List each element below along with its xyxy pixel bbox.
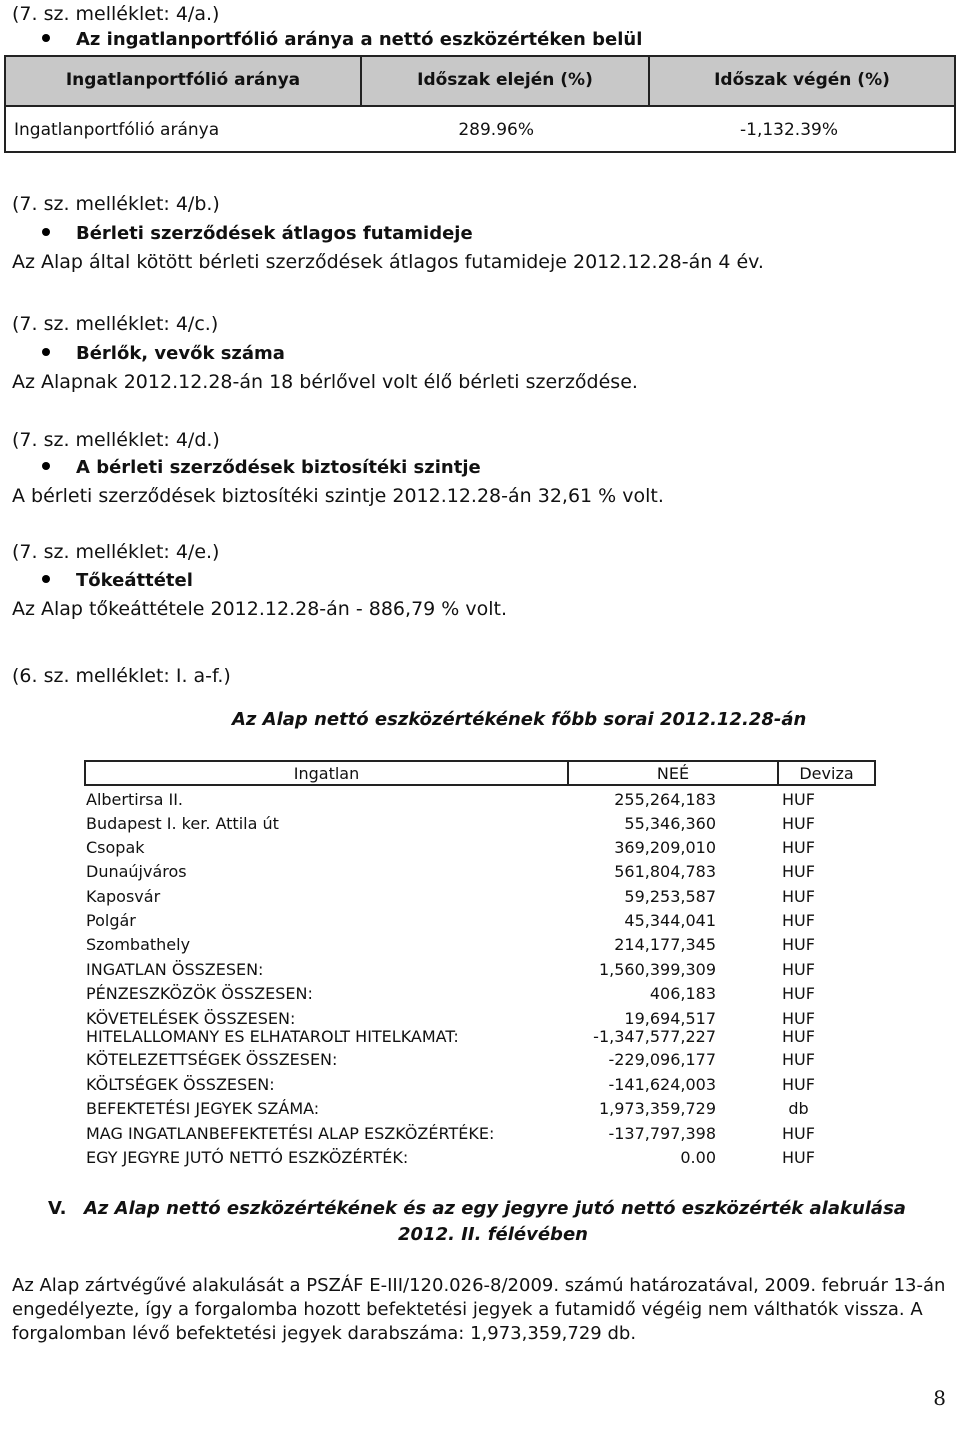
row-currency: HUF <box>782 862 815 881</box>
row-name: MAG INGATLANBEFEKTETÉSI ALAP ESZKÖZÉRTÉKE: <box>86 1124 495 1143</box>
section-v-subtitle: 2012. II. félévében <box>398 1224 588 1245</box>
table-row <box>86 1050 876 1074</box>
bullet-4d-text: A bérleti szerződések biztosítéki szintje <box>76 457 481 478</box>
row-currency: HUF <box>782 911 815 930</box>
row-name: KÖLTSÉGEK ÖSSZESEN: <box>86 1075 275 1094</box>
table-row <box>86 1124 876 1148</box>
ref-6: (6. sz. melléklet: I. a-f.) <box>12 665 231 687</box>
text-4b: Az Alap által kötött bérleti szerződések átlagos futamideje 2012.12.28-án 4 év. <box>12 251 764 273</box>
ref-4b: (7. sz. melléklet: 4/b.) <box>12 193 220 215</box>
bullet-4e <box>42 569 193 593</box>
ref-4e: (7. sz. melléklet: 4/e.) <box>12 541 220 563</box>
row-name: PÉNZESZKÖZÖK ÖSSZESEN: <box>86 984 313 1003</box>
row-name: Budapest I. ker. Attila út <box>86 814 279 833</box>
bullet-4b-text: Bérleti szerződések átlagos futamideje <box>76 223 473 244</box>
header-cell: Ingatlanportfólió aránya <box>65 70 301 90</box>
text-4e: Az Alap tőkeáttétele 2012.12.28-án - 886,79 % volt. <box>12 598 508 620</box>
row-value: -229,096,177 <box>608 1050 716 1069</box>
bullet-4c <box>42 342 285 366</box>
portfolio-table <box>4 55 956 153</box>
table-row <box>86 960 876 984</box>
table-row <box>86 814 876 838</box>
row-value: 0.00 <box>680 1148 716 1167</box>
header-cell: Időszak végén (%) <box>714 70 890 90</box>
row-name: Albertirsa II. <box>86 790 184 809</box>
row-currency: HUF <box>782 935 815 954</box>
bullet-4a-text: Az ingatlanportfólió aránya a nettó eszközértéken belül <box>76 29 643 50</box>
row-name: EGY JEGYRE JUTÓ NETTÓ ESZKÖZÉRTÉK: <box>86 1148 409 1167</box>
row-value: 561,804,783 <box>614 862 716 881</box>
ref-4d: (7. sz. melléklet: 4/d.) <box>12 429 220 451</box>
row-currency: HUF <box>782 960 815 979</box>
table-row <box>86 887 876 911</box>
row-currency: HUF <box>782 1050 815 1069</box>
table-row <box>86 911 876 935</box>
table-row <box>86 862 876 886</box>
table-row <box>86 790 876 814</box>
row-currency: HUF <box>782 814 815 833</box>
ref-4a: (7. sz. melléklet: 4/a.) <box>12 3 220 25</box>
bullet-4a <box>42 28 642 52</box>
row-value: -137,797,398 <box>608 1124 716 1143</box>
header-deviza: Deviza <box>799 764 854 783</box>
header-ingatlan: Ingatlan <box>293 764 360 783</box>
row-currency: HUF <box>782 790 815 809</box>
table-row <box>86 1075 876 1099</box>
row-currency: HUF <box>782 1124 815 1143</box>
row-value: 255,264,183 <box>614 790 716 809</box>
section-v-paragraph: Az Alap zártvégűvé alakulását a PSZÁF E-III/120.026-8/2009. számú határozatával, 2009. február 13-án engedélyezte, így a forgalomba hozott befektetési jegyek a futamidő végéig nem válthatók vissza. A forgalomban lévő befektetési jegyek darabszáma: 1,973,359,729 db. <box>12 1275 946 1344</box>
bullet-icon <box>42 348 50 356</box>
row-name: HITELALLOMANY ES ELHATAROLT HITELKAMAT: <box>86 1027 459 1046</box>
table-row <box>86 1027 876 1051</box>
text-4d: A bérleti szerződések biztosítéki szintje 2012.12.28-án 32,61 % volt. <box>12 485 664 507</box>
table-row <box>86 1099 876 1123</box>
row-value: 55,346,360 <box>624 814 716 833</box>
row-currency: HUF <box>782 1027 815 1046</box>
row-value: 406,183 <box>649 984 716 1003</box>
text-4c: Az Alapnak 2012.12.28-án 18 bérlővel volt élő bérleti szerződése. <box>12 371 638 393</box>
row-value: -141,624,003 <box>608 1075 716 1094</box>
row-currency: HUF <box>782 838 815 857</box>
row-currency: db <box>788 1099 809 1118</box>
portfolio-table-header <box>6 57 954 107</box>
bullet-4e-text: Tőkeáttétel <box>76 570 193 591</box>
row-name: KÖVETELÉSEK ÖSSZESEN: <box>86 1009 296 1028</box>
bullet-4b <box>42 222 473 246</box>
row-value: 59,253,587 <box>624 887 716 906</box>
end-value: -1,132.39% <box>740 120 838 140</box>
table-row <box>86 935 876 959</box>
start-value: 289.96% <box>458 120 534 140</box>
row-name: BEFEKTETÉSI JEGYEK SZÁMA: <box>86 1099 320 1118</box>
row-name: Polgár <box>86 911 136 930</box>
row-name: Szombathely <box>86 935 191 954</box>
section-v-title: Az Alap nettó eszközértékének és az egy jegyre jutó nettó eszközérték alakulása <box>84 1198 906 1219</box>
row-value: 1,560,399,309 <box>598 960 716 979</box>
bullet-icon <box>42 228 50 236</box>
row-value: 19,694,517 <box>624 1009 716 1028</box>
ref-4c: (7. sz. melléklet: 4/c.) <box>12 313 219 335</box>
page-number: 8 <box>933 1386 946 1410</box>
row-name: Csopak <box>86 838 145 857</box>
header-cell: Időszak elején (%) <box>417 70 593 90</box>
row-currency: HUF <box>782 1009 815 1028</box>
row-value: 1,973,359,729 <box>598 1099 716 1118</box>
row-name: INGATLAN ÖSSZESEN: <box>86 960 264 979</box>
section-v-number: V. <box>48 1198 67 1219</box>
row-currency: HUF <box>782 887 815 906</box>
bullet-icon <box>42 462 50 470</box>
bullet-4d <box>42 456 481 480</box>
row-currency: HUF <box>782 984 815 1003</box>
row-name: Kaposvár <box>86 887 161 906</box>
row-value: 214,177,345 <box>614 935 716 954</box>
table-row <box>86 1148 876 1172</box>
row-currency: HUF <box>782 1148 815 1167</box>
row-name: Dunaújváros <box>86 862 187 881</box>
row-currency: HUF <box>782 1075 815 1094</box>
table-row <box>86 838 876 862</box>
table-row <box>86 984 876 1008</box>
nav-table-header <box>84 760 876 786</box>
header-nee: NEÉ <box>656 764 690 783</box>
row-value: -1,347,577,227 <box>593 1027 716 1046</box>
row-name: KÖTELEZETTSÉGEK ÖSSZESEN: <box>86 1050 338 1069</box>
row-value: 369,209,010 <box>614 838 716 857</box>
row-label: Ingatlanportfólió aránya <box>14 120 220 140</box>
bullet-4c-text: Bérlők, vevők száma <box>76 343 285 364</box>
row-value: 45,344,041 <box>624 911 716 930</box>
bullet-icon <box>42 575 50 583</box>
nav-table-title: Az Alap nettó eszközértékének főbb sorai 2012.12.28-án <box>232 709 807 730</box>
bullet-icon <box>42 34 50 42</box>
